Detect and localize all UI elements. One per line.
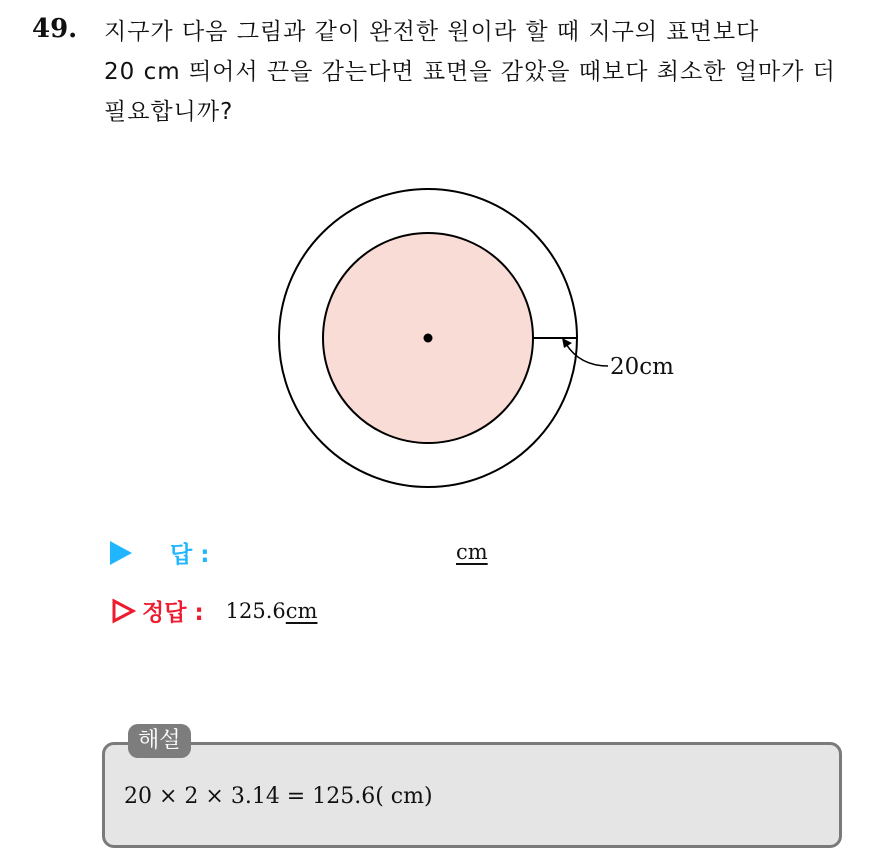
answer-label: 답 : <box>170 542 210 568</box>
answer-unit: cm <box>456 540 488 564</box>
correct-value <box>226 599 318 623</box>
question-line-1: 지구가 다음 그림과 같이 완전한 원이라 할 때 지구의 표면보다 <box>104 19 760 45</box>
question-line-3: 필요합니까? <box>104 99 234 125</box>
circle-figure <box>270 180 710 500</box>
correct-number: 125.6 <box>225 598 286 623</box>
correct-unit: cm <box>285 598 318 623</box>
answer-row <box>110 536 209 569</box>
center-dot <box>424 334 433 343</box>
question-number: 49. <box>32 14 78 44</box>
question-line-2: 20 cm 띄어서 끈을 감는다면 표면을 감았을 때보다 최소한 얼마가 더 <box>104 59 836 85</box>
correct-answer-row <box>110 594 317 627</box>
solution-text: 20 × 2 × 3.14 = 125.6( cm) <box>124 784 433 809</box>
gap-label: 20cm <box>610 354 674 380</box>
play-outline-icon <box>110 598 136 624</box>
solution-tab: 해설 <box>128 724 191 758</box>
question-text <box>104 12 864 132</box>
correct-label: 정답 : <box>142 600 204 626</box>
play-solid-icon <box>110 541 132 565</box>
